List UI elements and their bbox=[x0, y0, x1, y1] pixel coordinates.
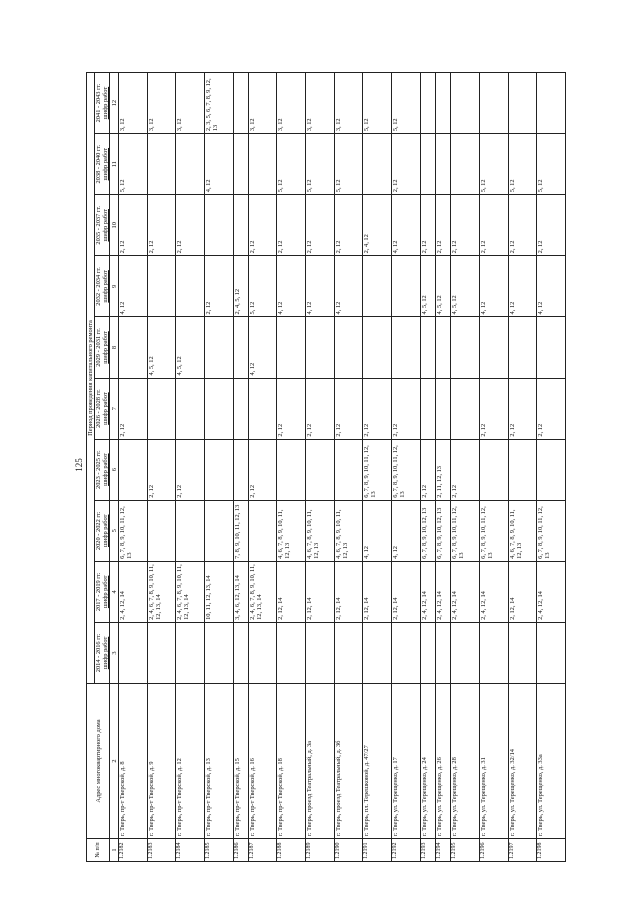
work-code-cell: 2, 12 bbox=[479, 195, 508, 256]
work-code-cell bbox=[233, 622, 248, 683]
work-code-cell bbox=[479, 73, 508, 134]
work-code-cell bbox=[334, 622, 363, 683]
column-number: 9 bbox=[110, 256, 119, 317]
row-address: г. Тверь, проезд Театральный, д. 3а bbox=[306, 684, 335, 839]
work-code-cell bbox=[479, 439, 508, 500]
work-code-cell bbox=[204, 195, 233, 256]
work-code-cell: 4, 12 bbox=[306, 256, 335, 317]
period-sub-label: шифр работ bbox=[102, 331, 109, 364]
work-code-cell bbox=[420, 317, 435, 378]
work-code-cell bbox=[508, 73, 537, 134]
work-code-cell bbox=[147, 378, 176, 439]
work-code-cell bbox=[420, 622, 435, 683]
period-sub-label: шифр работ bbox=[102, 453, 109, 486]
work-code-cell: 4, 12 bbox=[248, 317, 277, 378]
header-num: № п/п bbox=[87, 839, 110, 862]
work-code-cell: 3, 12 bbox=[334, 73, 363, 134]
work-code-cell bbox=[435, 378, 450, 439]
table-row bbox=[233, 73, 248, 862]
work-code-cell bbox=[435, 134, 450, 195]
work-code-cell bbox=[334, 317, 363, 378]
work-code-cell: 5, 12 bbox=[479, 134, 508, 195]
work-code-cell: 2, 12, 14 bbox=[392, 561, 421, 622]
work-code-cell: 2, 12 bbox=[363, 378, 392, 439]
work-code-cell: 3, 12 bbox=[306, 73, 335, 134]
work-code-cell: 2, 12 bbox=[537, 378, 566, 439]
work-code-cell: 2, 12 bbox=[508, 195, 537, 256]
work-code-cell: 2, 4, 12 bbox=[363, 195, 392, 256]
row-number: 1.2184 bbox=[176, 839, 205, 862]
row-number: 1.2185 bbox=[204, 839, 233, 862]
work-code-cell: 6, 7, 8, 9, 10, 11, 12, 13 bbox=[479, 500, 508, 561]
column-number: 5 bbox=[110, 500, 119, 561]
work-code-cell bbox=[435, 73, 450, 134]
table-row bbox=[277, 73, 306, 862]
work-code-cell bbox=[233, 317, 248, 378]
work-code-cell: 7, 8, 9, 10, 11, 12, 13 bbox=[233, 500, 248, 561]
work-code-cell bbox=[176, 622, 205, 683]
work-code-cell bbox=[363, 622, 392, 683]
work-code-cell: 6, 7, 8, 9, 10, 11, 12, 13 bbox=[119, 500, 148, 561]
work-code-cell: 2, 12 bbox=[277, 378, 306, 439]
table-row bbox=[248, 73, 277, 862]
work-code-cell: 2, 11, 12, 13 bbox=[435, 439, 450, 500]
period-sub-label: шифр работ bbox=[102, 147, 109, 181]
work-code-cell: 2, 12 bbox=[508, 378, 537, 439]
row-address: г. Тверь, ул. Терещенко, д. 26 bbox=[435, 684, 450, 839]
work-code-cell bbox=[537, 317, 566, 378]
row-address: г. Тверь, пр-т Тверской, д. 9 bbox=[147, 684, 176, 839]
work-code-cell: 2, 12 bbox=[435, 195, 450, 256]
period-sub-label: шифр работ bbox=[102, 86, 109, 120]
work-code-cell bbox=[147, 256, 176, 317]
work-code-cell: 2, 12 bbox=[119, 195, 148, 256]
header-period-9 bbox=[95, 73, 110, 134]
row-number: 1.2188 bbox=[277, 839, 306, 862]
period-sub-label: шифр работ bbox=[102, 575, 109, 609]
work-code-cell bbox=[451, 622, 480, 683]
work-code-cell: 5, 12 bbox=[306, 134, 335, 195]
work-code-cell: 4, 5, 12 bbox=[435, 256, 450, 317]
column-number: 12 bbox=[110, 73, 119, 134]
row-address: г. Тверь, пр-т Тверской, д. 8 bbox=[119, 684, 148, 839]
row-number: 1.2189 bbox=[306, 839, 335, 862]
work-code-cell bbox=[119, 622, 148, 683]
period-label: 2038 - 2040 гг. bbox=[95, 144, 102, 184]
work-code-cell: 2, 4, 12, 14 bbox=[451, 561, 480, 622]
header-period-3 bbox=[95, 439, 110, 500]
column-number: 1 bbox=[110, 839, 119, 862]
header-period-6 bbox=[95, 256, 110, 317]
work-code-cell: 10, 11, 12, 13, 14 bbox=[204, 561, 233, 622]
work-code-cell: 6, 7, 8, 9, 10, 11, 12, 13 bbox=[537, 500, 566, 561]
header-period-0 bbox=[95, 622, 110, 683]
work-code-cell bbox=[363, 317, 392, 378]
work-code-cell bbox=[233, 378, 248, 439]
repair-schedule-table bbox=[86, 72, 566, 862]
work-code-cell: 2, 12 bbox=[392, 134, 421, 195]
work-code-cell: 2, 12, 14 bbox=[277, 561, 306, 622]
work-code-cell bbox=[119, 439, 148, 500]
work-code-cell bbox=[248, 622, 277, 683]
table-row bbox=[176, 73, 205, 862]
work-code-cell bbox=[277, 439, 306, 500]
table-row bbox=[435, 73, 450, 862]
work-code-cell: 2, 12 bbox=[204, 256, 233, 317]
work-code-cell bbox=[204, 378, 233, 439]
row-address: г. Тверь, пл. Терешковой, д. 47/27 bbox=[363, 684, 392, 839]
work-code-cell: 4, 6, 7, 8, 9, 10, 11, 12, 13 bbox=[508, 500, 537, 561]
work-code-cell bbox=[204, 439, 233, 500]
table-row bbox=[451, 73, 480, 862]
work-code-cell: 4, 12 bbox=[119, 256, 148, 317]
work-code-cell bbox=[204, 622, 233, 683]
period-label: 2023 - 2025 гг. bbox=[95, 450, 102, 489]
period-sub-label: шифр работ bbox=[102, 392, 109, 425]
work-code-cell bbox=[420, 378, 435, 439]
work-code-cell: 2, 12 bbox=[392, 378, 421, 439]
work-code-cell: 2, 4, 12, 14 bbox=[537, 561, 566, 622]
header-period-7 bbox=[95, 195, 110, 256]
column-number: 3 bbox=[110, 622, 119, 683]
table-row bbox=[508, 73, 537, 862]
header-period-2 bbox=[95, 500, 110, 561]
work-code-cell: 3, 12 bbox=[277, 73, 306, 134]
work-code-cell: 2, 4, 12, 14 bbox=[420, 561, 435, 622]
work-code-cell bbox=[277, 622, 306, 683]
work-code-cell bbox=[420, 134, 435, 195]
work-code-cell: 2, 12 bbox=[420, 195, 435, 256]
row-number: 1.2197 bbox=[508, 839, 537, 862]
work-code-cell bbox=[248, 134, 277, 195]
row-number: 1.2193 bbox=[420, 839, 435, 862]
work-code-cell: 2, 12 bbox=[420, 439, 435, 500]
table-row bbox=[204, 73, 233, 862]
work-code-cell: 2, 12, 14 bbox=[306, 561, 335, 622]
page-number: 125 bbox=[73, 458, 84, 472]
work-code-cell bbox=[537, 73, 566, 134]
table-body bbox=[119, 73, 566, 862]
table-row bbox=[119, 73, 148, 862]
work-code-cell bbox=[306, 622, 335, 683]
work-code-cell: 2, 12 bbox=[306, 378, 335, 439]
work-code-cell: 5, 12 bbox=[537, 134, 566, 195]
header-period-8 bbox=[95, 134, 110, 195]
row-number: 1.2186 bbox=[233, 839, 248, 862]
work-code-cell bbox=[248, 500, 277, 561]
table-row bbox=[537, 73, 566, 862]
work-code-cell bbox=[233, 195, 248, 256]
work-code-cell bbox=[508, 317, 537, 378]
work-code-cell bbox=[479, 317, 508, 378]
row-address: г. Тверь, пр-т Тверской, д. 18 bbox=[277, 684, 306, 839]
period-label: 2035 - 2037 гг. bbox=[95, 206, 102, 245]
period-label: 2032 - 2034 гг. bbox=[95, 267, 102, 306]
work-code-cell: 5, 12 bbox=[248, 256, 277, 317]
row-address: г. Тверь, ул. Терещенко, д. 17 bbox=[392, 684, 421, 839]
work-code-cell bbox=[363, 134, 392, 195]
work-code-cell: 4, 12 bbox=[508, 256, 537, 317]
work-code-cell bbox=[363, 256, 392, 317]
row-number: 1.2198 bbox=[537, 839, 566, 862]
work-code-cell: 4, 12 bbox=[479, 256, 508, 317]
work-code-cell bbox=[176, 134, 205, 195]
row-number: 1.2196 bbox=[479, 839, 508, 862]
work-code-cell: 4, 6, 7, 8, 9, 10, 11, 12, 13 bbox=[306, 500, 335, 561]
period-label: 2041 - 2043 гг. bbox=[95, 83, 102, 123]
work-code-cell: 2, 12 bbox=[451, 439, 480, 500]
table-row bbox=[479, 73, 508, 862]
work-code-cell bbox=[451, 73, 480, 134]
period-label: 2029 - 2031 гг. bbox=[95, 328, 102, 367]
work-code-cell: 6, 7, 8, 9, 10, 12, 13 bbox=[435, 500, 450, 561]
work-code-cell bbox=[306, 439, 335, 500]
work-code-cell bbox=[392, 622, 421, 683]
work-code-cell: 2, 12 bbox=[277, 195, 306, 256]
period-sub-label: шифр работ bbox=[102, 636, 109, 670]
work-code-cell bbox=[435, 317, 450, 378]
period-label: 2026 - 2028 гг. bbox=[95, 389, 102, 428]
work-code-cell: 2, 12, 14 bbox=[334, 561, 363, 622]
work-code-cell bbox=[451, 378, 480, 439]
work-code-cell: 6, 7, 8, 9, 10, 11, 12, 13 bbox=[451, 500, 480, 561]
work-code-cell: 5, 12 bbox=[392, 73, 421, 134]
work-code-cell bbox=[147, 622, 176, 683]
column-number-row bbox=[110, 73, 119, 862]
work-code-cell: 3, 12 bbox=[119, 73, 148, 134]
work-code-cell bbox=[204, 317, 233, 378]
work-code-cell bbox=[277, 317, 306, 378]
work-code-cell: 2, 12 bbox=[176, 195, 205, 256]
period-label: 2020 - 2022 гг. bbox=[95, 511, 102, 551]
work-code-cell: 6, 7, 8, 9, 10, 11, 12, 13 bbox=[392, 439, 421, 500]
table-row bbox=[363, 73, 392, 862]
work-code-cell: 4, 12 bbox=[204, 134, 233, 195]
header-period: Период проведения капитального ремонта bbox=[87, 73, 95, 684]
row-number: 1.2191 bbox=[363, 839, 392, 862]
row-address: г. Тверь, пр-т Тверской, д. 13 bbox=[204, 684, 233, 839]
row-address: г. Тверь, ул. Терещенко, д. 31 bbox=[479, 684, 508, 839]
work-code-cell: 2, 4, 12, 14 bbox=[119, 561, 148, 622]
column-number: 10 bbox=[110, 195, 119, 256]
work-code-cell: 5, 12 bbox=[119, 134, 148, 195]
row-address: г. Тверь, ул. Терещенко, д. 32/14 bbox=[508, 684, 537, 839]
row-number: 1.2192 bbox=[392, 839, 421, 862]
work-code-cell: 5, 12 bbox=[277, 134, 306, 195]
work-code-cell: 2, 12 bbox=[119, 378, 148, 439]
work-code-cell bbox=[176, 500, 205, 561]
work-code-cell: 4, 12 bbox=[363, 500, 392, 561]
work-code-cell: 2, 4, 12, 14 bbox=[435, 561, 450, 622]
work-code-cell bbox=[451, 134, 480, 195]
work-code-cell: 3, 4, 6, 12, 13, 14 bbox=[233, 561, 248, 622]
work-code-cell bbox=[508, 622, 537, 683]
work-code-cell: 5, 12 bbox=[363, 73, 392, 134]
row-address: г. Тверь, пр-т Тверской, д. 12 bbox=[176, 684, 205, 839]
work-code-cell: 4, 12 bbox=[537, 256, 566, 317]
work-code-cell bbox=[176, 378, 205, 439]
work-code-cell: 2, 12 bbox=[248, 439, 277, 500]
row-address: г. Тверь, пр-т Тверской, д. 15 bbox=[233, 684, 248, 839]
work-code-cell: 2, 4, 12, 14 bbox=[479, 561, 508, 622]
work-code-cell: 2, 12, 14 bbox=[508, 561, 537, 622]
work-code-cell: 4, 12 bbox=[392, 195, 421, 256]
work-code-cell bbox=[147, 134, 176, 195]
row-number: 1.2194 bbox=[435, 839, 450, 862]
period-label: 2014 - 2016 гг. bbox=[95, 633, 102, 673]
work-code-cell: 2, 12 bbox=[176, 439, 205, 500]
work-code-cell: 3, 12 bbox=[248, 73, 277, 134]
work-code-cell: 2, 4, 5, 12 bbox=[233, 256, 248, 317]
work-code-cell bbox=[479, 622, 508, 683]
work-code-cell: 2, 4, 6, 7, 8, 9, 10, 11, 12, 13, 14 bbox=[248, 561, 277, 622]
work-code-cell bbox=[508, 439, 537, 500]
column-number: 6 bbox=[110, 439, 119, 500]
row-number: 1.2195 bbox=[451, 839, 480, 862]
table-row bbox=[392, 73, 421, 862]
work-code-cell bbox=[392, 256, 421, 317]
header-period-5 bbox=[95, 317, 110, 378]
work-code-cell: 2, 12 bbox=[334, 378, 363, 439]
rotated-table-container bbox=[86, 72, 566, 862]
row-address: г. Тверь, проезд Театральный, д. 3б bbox=[334, 684, 363, 839]
work-code-cell: 6, 7, 8, 9, 10, 12, 13 bbox=[420, 500, 435, 561]
work-code-cell: 4, 5, 12 bbox=[451, 256, 480, 317]
row-number: 1.2190 bbox=[334, 839, 363, 862]
work-code-cell: 4, 6, 7, 8, 9, 10, 11, 12, 13 bbox=[334, 500, 363, 561]
table-row bbox=[306, 73, 335, 862]
work-code-cell bbox=[248, 378, 277, 439]
work-code-cell bbox=[537, 622, 566, 683]
work-code-cell bbox=[451, 317, 480, 378]
work-code-cell: 5, 12 bbox=[334, 134, 363, 195]
table-row bbox=[334, 73, 363, 862]
work-code-cell bbox=[176, 256, 205, 317]
work-code-cell bbox=[420, 73, 435, 134]
work-code-cell bbox=[537, 439, 566, 500]
period-sub-label: шифр работ bbox=[102, 270, 109, 303]
row-number: 1.2187 bbox=[248, 839, 277, 862]
work-code-cell: 4, 6, 7, 8, 9, 10, 11, 12, 13 bbox=[277, 500, 306, 561]
work-code-cell: 2, 3, 5, 6, 7, 8, 9, 12, 13 bbox=[204, 73, 233, 134]
work-code-cell: 2, 12 bbox=[451, 195, 480, 256]
work-code-cell: 2, 12, 14 bbox=[363, 561, 392, 622]
period-sub-label: шифр работ bbox=[102, 514, 109, 547]
work-code-cell: 4, 12 bbox=[334, 256, 363, 317]
work-code-cell: 4, 5, 12 bbox=[176, 317, 205, 378]
column-number: 8 bbox=[110, 317, 119, 378]
table-row bbox=[420, 73, 435, 862]
column-number: 7 bbox=[110, 378, 119, 439]
row-number: 1.2182 bbox=[119, 839, 148, 862]
work-code-cell: 2, 4, 6, 7, 8, 9, 10, 11, 12, 13, 14 bbox=[147, 561, 176, 622]
row-number: 1.2183 bbox=[147, 839, 176, 862]
row-address: г. Тверь, ул. Терещенко, д. 28 bbox=[451, 684, 480, 839]
work-code-cell: 2, 4, 6, 7, 8, 9, 10, 11, 12, 13, 14 bbox=[176, 561, 205, 622]
work-code-cell: 6, 7, 8, 9, 10, 11, 12, 13 bbox=[363, 439, 392, 500]
work-code-cell: 2, 12 bbox=[147, 439, 176, 500]
work-code-cell: 4, 5, 12 bbox=[420, 256, 435, 317]
work-code-cell: 2, 12 bbox=[479, 378, 508, 439]
row-address: г. Тверь, ул. Терещенко, д. 33а bbox=[537, 684, 566, 839]
work-code-cell bbox=[233, 134, 248, 195]
work-code-cell bbox=[233, 73, 248, 134]
work-code-cell: 2, 12 bbox=[306, 195, 335, 256]
work-code-cell: 3, 12 bbox=[176, 73, 205, 134]
work-code-cell bbox=[147, 500, 176, 561]
header-period-1 bbox=[95, 561, 110, 622]
column-number: 4 bbox=[110, 561, 119, 622]
period-sub-label: шифр работ bbox=[102, 209, 109, 242]
header-period-4 bbox=[95, 378, 110, 439]
work-code-cell: 2, 12 bbox=[537, 195, 566, 256]
work-code-cell: 4, 12 bbox=[392, 500, 421, 561]
period-label: 2017 - 2019 гг. bbox=[95, 572, 102, 612]
work-code-cell bbox=[392, 317, 421, 378]
work-code-cell: 2, 12 bbox=[248, 195, 277, 256]
work-code-cell bbox=[435, 622, 450, 683]
work-code-cell: 2, 12 bbox=[334, 195, 363, 256]
header-address: Адрес многоквартирного дома bbox=[87, 684, 110, 839]
work-code-cell: 3, 12 bbox=[147, 73, 176, 134]
work-code-cell bbox=[119, 317, 148, 378]
work-code-cell: 4, 5, 12 bbox=[147, 317, 176, 378]
work-code-cell bbox=[204, 500, 233, 561]
work-code-cell bbox=[233, 439, 248, 500]
row-address: г. Тверь, ул. Терещенко, д. 24 bbox=[420, 684, 435, 839]
table-row bbox=[147, 73, 176, 862]
work-code-cell: 4, 12 bbox=[277, 256, 306, 317]
column-number: 2 bbox=[110, 684, 119, 839]
work-code-cell: 2, 12 bbox=[147, 195, 176, 256]
work-code-cell: 5, 12 bbox=[508, 134, 537, 195]
row-address: г. Тверь, пр-т Тверской, д. 16 bbox=[248, 684, 277, 839]
column-number: 11 bbox=[110, 134, 119, 195]
work-code-cell bbox=[334, 439, 363, 500]
work-code-cell bbox=[306, 317, 335, 378]
